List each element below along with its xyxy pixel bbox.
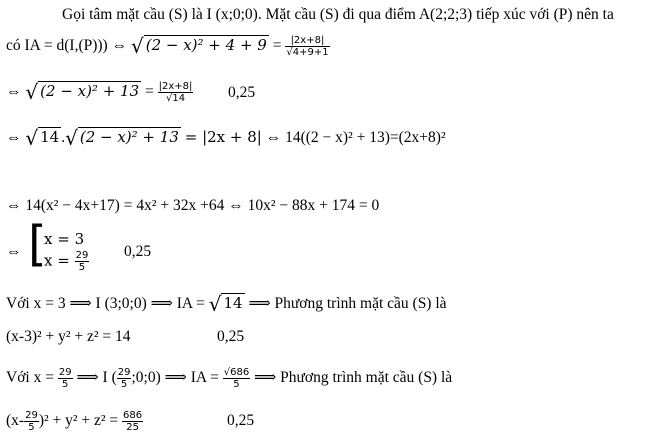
fraction: $\frac{|2x+8|}{√4+9+1}$ [286,34,329,58]
equation-rest: ⇔ 14((2 − x)² + 13)=(2x+8)² [265,129,446,146]
fraction: $\frac{29}{5}$ [75,250,89,273]
fraction: $\frac{|2x+8|}{√14}$ [158,80,193,104]
score-label: 0,25 [227,412,255,429]
sqrt-expression: √ (2 − x)² + 4 + 9 [130,34,267,58]
sqrt-14: √ 14 [25,126,60,150]
case-2: x = $\frac{29}{5}$ [44,250,89,273]
text-line-1: Gọi tâm mặt cầu (S) là I (x;0;0). Mặt cầu (S) đi qua điểm A(2;2;3) tiếp xúc với (P) nên ta [62,6,614,23]
sqrt-expression: √ (2 − x)² + 13 [25,80,140,104]
fraction: $\frac{29}{5}$ [25,410,38,433]
sqrt-expression: √ (2 − x)² + 13 [65,126,179,150]
equation-rhs: = |2x + 8| [184,128,262,146]
iff-symbol: ⇔ [6,83,22,100]
text-line-2 [6,34,330,58]
case-1: x = 3 [44,230,85,248]
text-line-8: (x-3)² + y² + z² = 14 [6,328,131,345]
text-line-5: ⇔ 14(x² − 4x+17) = 4x² + 32x +64 ⇔ 10x² − 88x + 174 = 0 [6,197,380,214]
iff-symbol: ⇔ [6,129,22,146]
text-line-9: Với x = $\frac{29}{5}$ ⟹ I ( $\frac{29}{5}$ ;0;0) ⟹ IA = $\frac{√686}{5}$ ⟹ Phương trình mặt cầu (S) là [6,367,453,390]
bracket-icon: [ [28,216,47,272]
score-label: 0,25 [124,243,152,260]
iff-symbol: ⇔ [6,243,22,260]
text-line-7: Với x = 3 ⟹ I (3;0;0) ⟹ IA = √ 14 ⟹ Phương trình mặt cầu (S) là [6,292,447,316]
score-label: 0,25 [228,84,256,101]
text-line-4 [6,126,446,150]
dot: . [61,129,66,146]
fraction: $\frac{29}{5}$ [58,367,72,390]
line2-prefix: có IA = d(I,(P))) ⇔ [6,37,128,54]
sqrt-14: √ 14 [208,292,243,316]
text-line-3 [6,80,193,104]
fraction: $\frac{686}{25}$ [123,410,143,433]
equals-sign: = [272,37,282,54]
fraction: $\frac{√686}{5}$ [223,367,250,390]
text-line-10: (x- $\frac{29}{5}$ )² + y² + z² = $\frac{686}{25}$ [6,410,143,433]
score-label: 0,25 [217,328,245,345]
equals-sign: = [145,83,154,100]
fraction: $\frac{29}{5}$ [117,367,131,390]
